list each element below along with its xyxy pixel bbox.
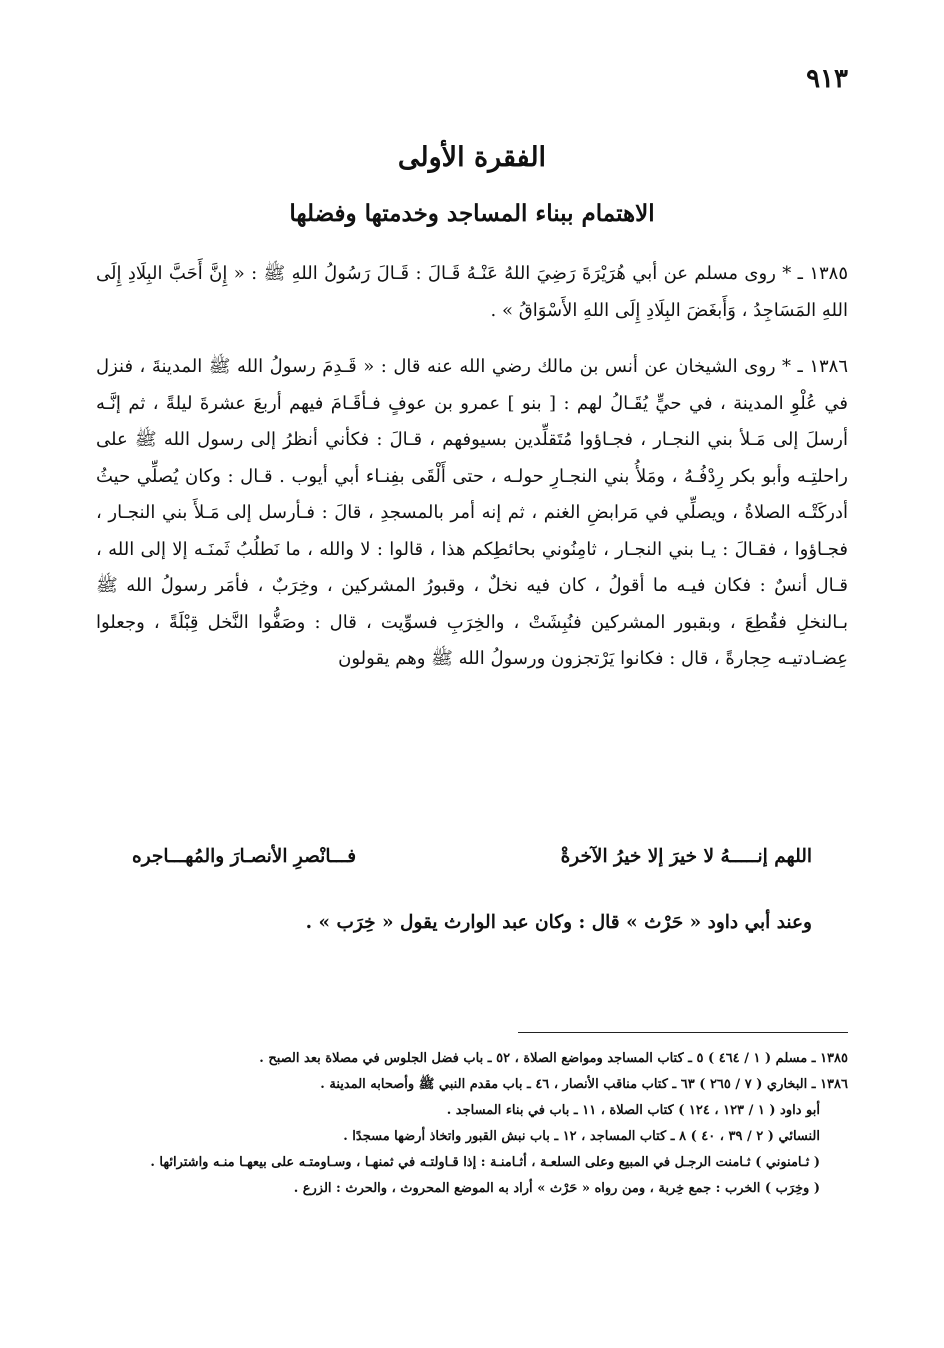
section-title: الفقرة الأولى — [397, 142, 547, 173]
footnote-gloss-khirab: ( وخِرَب ) الخرب : جمع خِربة ، ومن رواه « حَرْث » أراد به الموضع المحروث ، والحرث : الزرع . — [293, 1181, 820, 1196]
footnote-1386-bukhari: ١٣٨٦ ـ البخاري ( ٧ / ٢٦٥ ) ٦٣ ـ كتاب مناقب الأنصار ، ٤٦ ـ باب مقدم النبي ﷺ وأصحابه المدينة . — [320, 1077, 848, 1092]
footnote-nasai: النسائي ( ٢ / ٣٩ ، ٤٠ ) ٨ ـ كتاب المساجد ، ١٢ ـ باب نبش القبور واتخاذ أرضها مسجدًا . — [343, 1129, 820, 1144]
hadith-1385: ١٣٨٥ ـ * روى مسلم عن أبي هُرَيْرَةَ رَضِيَ اللهُ عَنْـهُ قَـالَ : قَـالَ رَسُولُ اللهِ ﷺ : « إِنَّ أَحَبَّ البِلَادِ إِلَى اللهِ المَسَاجِدُ ، وَأَبغَضَ البِلَادِ إِلَى اللهِ الأَسْوَاقُ » . — [96, 263, 848, 321]
poem-hemistich-first: اللهم إنـــــهُ لا خيرَ إلا خيرُ الآخرةْ — [560, 846, 812, 867]
hadith-1386: ١٣٨٦ ـ * روى الشيخان عن أنس بن مالك رضي الله عنه قال : « قَـدِمَ رسولُ الله ﷺ المدينةَ ، فنزل في عُلْوِ المدينة ، في حيٍّ يُقَـالُ لهم : [ بنو ] عمرو بن عوفٍ فـأقَـامَ فيهم أربعَ عشرةَ ليلةً ، ثم إنَّـه أرسلَ إلى مَـلأ بني النجـار ، فجـاؤوا مُتَقلِّدين بسيوفهم ، قـالَ : فكأني أنظرُ إلى رسول الله ﷺ على راحلتِـه وأبو بكر رِدْفُـهُ ، ومَلأُ بني النجـارِ حولـه ، حتى أَلْقَى بفِنـاء أبي أيوب . قـال : وكان يُصلِّي حيثُ أدركَتْـه الصلاةُ ، ويصلِّي في مَرابضِ الغنم ، ثم إنه أمر بالمسجدِ ، قالَ : فـأرسل إلى مَـلأَ بني النجـار ، فجـاؤوا ، فقـالَ : يـا بني النجـار ، ثامِنُوني بحائطِكم هذا ، قالوا : لا والله ، ما نَطلُبُ ثَمنَـه إلا إلى الله ، قـال أنسٌ : فكان فيـه ما أقولُ ، كان فيه نخلٌ ، وقبورُ المشركين ، وخِرَبٌ ، فأمَر رسولُ الله ﷺ بـالنخلِ فقُطِعَ ، وبقبور المشركين فنُبِشَتْ ، والخِرَبِ فسوِّيت ، قال : وصَفُّوا النَّخل قِبْلَةً ، وجعلوا عِضـادتيـه حِجارةً ، قال : فكانوا يَرْتجزون ورسولُ الله ﷺ وهم يقولون — [96, 356, 848, 669]
poem-verse — [132, 846, 812, 882]
page-number: ٩١٣ — [806, 64, 848, 94]
poem-hemistich-second: فـــانْصرِ الأنصـارَ والمُهـــاجره — [132, 846, 357, 867]
footnote-divider — [518, 1032, 848, 1033]
footnote-1385: ١٣٨٥ ـ مسلم ( ١ / ٤٦٤ ) ٥ ـ كتاب المساجد ومواضع الصلاة ، ٥٢ ـ باب فضل الجلوس في مصلاة بعد الصبح . — [259, 1051, 848, 1066]
main-text — [96, 256, 848, 678]
closing-line: وعند أبي داود « حَرْث » قال : وكان عبد الوارث يقول « خِرَب » . — [305, 912, 812, 933]
footnotes — [96, 1046, 848, 1202]
footnote-gloss-thaminuni: ( ثـامنوني ) ثـامنت الرجـل في المبيع وعلى السلعـة ، أثـامنـة : إذا قـاولتـه في ثمنهـا ، وسـاومتـه على بيعهـا منـه واشترائها . — [150, 1155, 820, 1170]
section-subtitle: الاهتمام ببناء المساجد وخدمتها وفضلها — [289, 200, 655, 227]
footnote-abu-dawud: أبو داود ( ١ / ١٢٣ ، ١٢٤ ) كتاب الصلاة ، ١١ ـ باب في بناء المساجد . — [446, 1103, 820, 1118]
